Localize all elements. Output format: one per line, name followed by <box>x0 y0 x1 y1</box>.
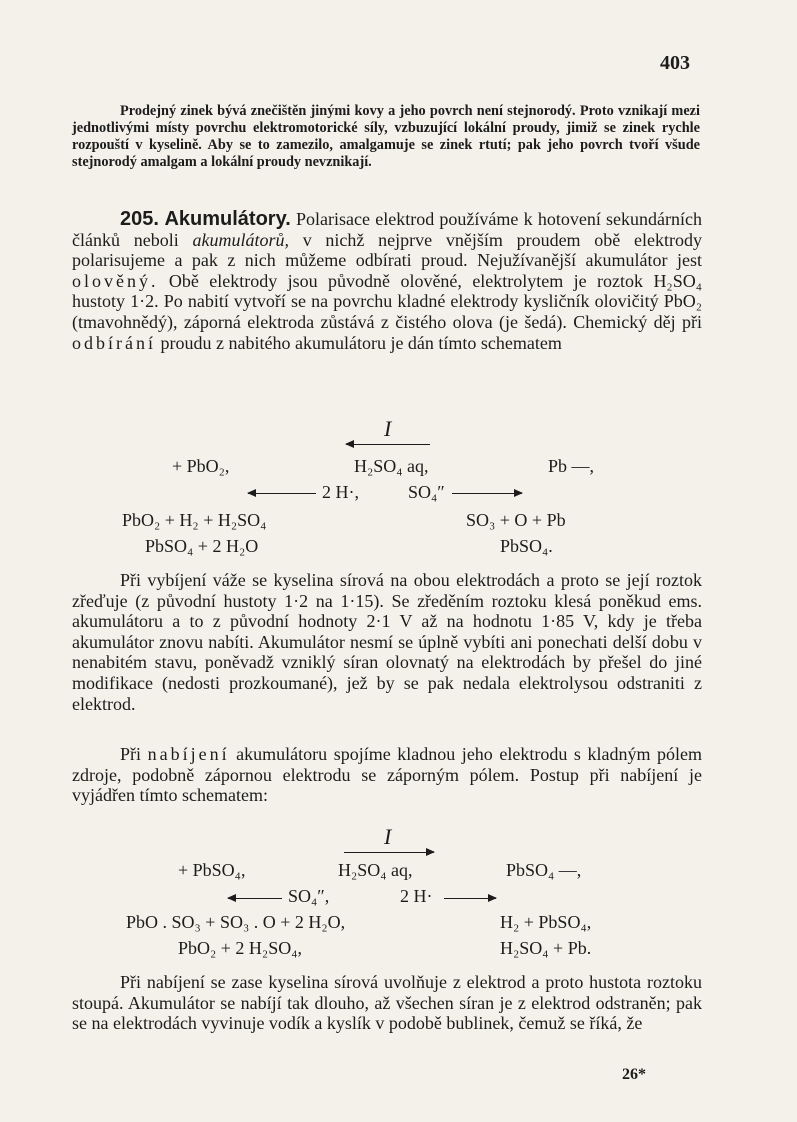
scheme2-ion1: SO₄″, <box>288 886 330 906</box>
scheme1-ion2: SO₄″ <box>408 482 445 502</box>
section-heading: 205. Akumulátory. <box>120 208 291 230</box>
paragraph-3 <box>72 744 702 806</box>
section-paragraph-1 <box>72 209 702 353</box>
signature-mark: 26* <box>622 1066 646 1083</box>
scheme2-current-arrow <box>344 852 434 853</box>
scheme1-electrolyte: H₂SO₄ aq, <box>354 456 429 476</box>
p1-term: akumulátorů, <box>192 229 289 250</box>
p1-text-d: proudu z nabitého akumulátoru je dán tímto schematem <box>160 332 562 353</box>
paragraph-2: Při vybíjení váže se kyselina sírová na obou elektrodách a proto se její roztok zřeďuje (z původní hustoty 1·2 na 1·15). Se zředěním roztoku klesá poněkud ems. akumulátoru a to z původní hodnoty 2·1 V až na hodnotu 1·85 V, kdy je třeba akumulátor znovu nabíti. Akumulátor nesmí se úplně vybíti ani ponechati delší dobu v nenabitém stavu, poněvadž vzniklý síran olovnatý na elektrodách by přešel do jiné modifikace (nedosti prozkoumané), jež by se pak nedala elektrolysou odstraniti z elektrod. <box>72 570 702 714</box>
intro-paragraph: Prodejný zinek bývá znečištěn jinými kovy a jeho povrch není stejnorodý. Proto vznikají mezi jednotlivými místy povrchu elektromotorické síly, vzbuzující lokální proudy, jimiž se zinek rychle rozpouští v kyselině. Aby se to zamezilo, amalgamuje se zinek rtutí; pak jeho povrch tvoří všude stejnorodý amalgam a lokální proudy nevznikají. <box>72 103 700 170</box>
scheme2-negative: PbSO₄ —, <box>506 860 582 880</box>
scheme2-right-reaction-2: H₂SO₄ + Pb. <box>500 938 592 958</box>
p1-text-c: Obě elektrody jsou původně olověné, elektrolytem je roztok H₂SO₄ hustoty 1·2. Po nabití vytvoří se na povrchu kladné elektrody kysličník olovičitý PbO₂ (tmavohnědý), záporná elektroda zůstává z čistého olova (je šedá). Chemický děj při <box>72 270 702 332</box>
p3-spaced: nabíjení <box>147 744 230 764</box>
scheme1-ion1-arrow <box>248 493 316 494</box>
scheme1-negative: Pb —, <box>548 456 595 476</box>
scheme1-current: I <box>384 416 392 441</box>
scheme1-right-reaction-2: PbSO₄. <box>500 536 553 556</box>
scheme2-left-reaction-2: PbO₂ + 2 H₂SO₄, <box>178 938 302 958</box>
p1-spaced-2: odbírání <box>72 332 156 353</box>
p1-text-b: v nichž nejprve vnějším proudem obě elektrody polarisujeme a pak z nich můžeme odbírati proud. Nejužívanější akumulátor jest <box>72 229 702 271</box>
p3-text-a: Při <box>120 744 142 764</box>
scheme1-positive: + PbO₂, <box>172 456 230 476</box>
page-number: 403 <box>660 52 690 74</box>
scheme2-ion1-arrow <box>228 898 282 899</box>
scheme2-ion2-arrow <box>444 898 496 899</box>
scheme1-current-arrow <box>346 444 430 445</box>
paragraph-4: Při nabíjení se zase kyselina sírová uvolňuje z elektrod a proto hustota roztoku stoupá. Akumulátor se nabíjí tak dlouho, až všechen síran je z elektrod odstraněn; pak se na elektrodách vyvinuje vodík a kyslík v podobě bublinek, čemuž se říká, že <box>72 972 702 1034</box>
scheme2-current: I <box>384 824 392 849</box>
scheme2-positive: + PbSO₄, <box>178 860 246 880</box>
scheme2-right-reaction-1: H₂ + PbSO₄, <box>500 912 592 932</box>
scheme1-ion1: 2 H·, <box>322 482 359 502</box>
p3-text-b: akumulátoru spojíme kladnou jeho elektrodu s kladným pólem zdroje, podobně zápornou elektrodu se záporným pólem. Postup při nabíjení je vyjádřen tímto schematem: <box>72 744 703 806</box>
scheme1-right-reaction-1: SO₃ + O + Pb <box>466 510 566 530</box>
scheme2-electrolyte: H₂SO₄ aq, <box>338 860 413 880</box>
p1-text-a: Polarisace elektrod používáme k hotovení sekundárních článků neboli <box>72 209 703 250</box>
scheme1-left-reaction-1: PbO₂ + H₂ + H₂SO₄ <box>122 510 267 530</box>
scheme2-ion2: 2 H· <box>400 886 433 906</box>
p1-spaced-1: olověný. <box>72 270 159 291</box>
scheme1-ion2-arrow <box>452 493 522 494</box>
scheme1-left-reaction-2: PbSO₄ + 2 H₂O <box>145 536 259 556</box>
scheme2-left-reaction-1: PbO . SO₃ + SO₃ . O + 2 H₂O, <box>126 912 346 932</box>
